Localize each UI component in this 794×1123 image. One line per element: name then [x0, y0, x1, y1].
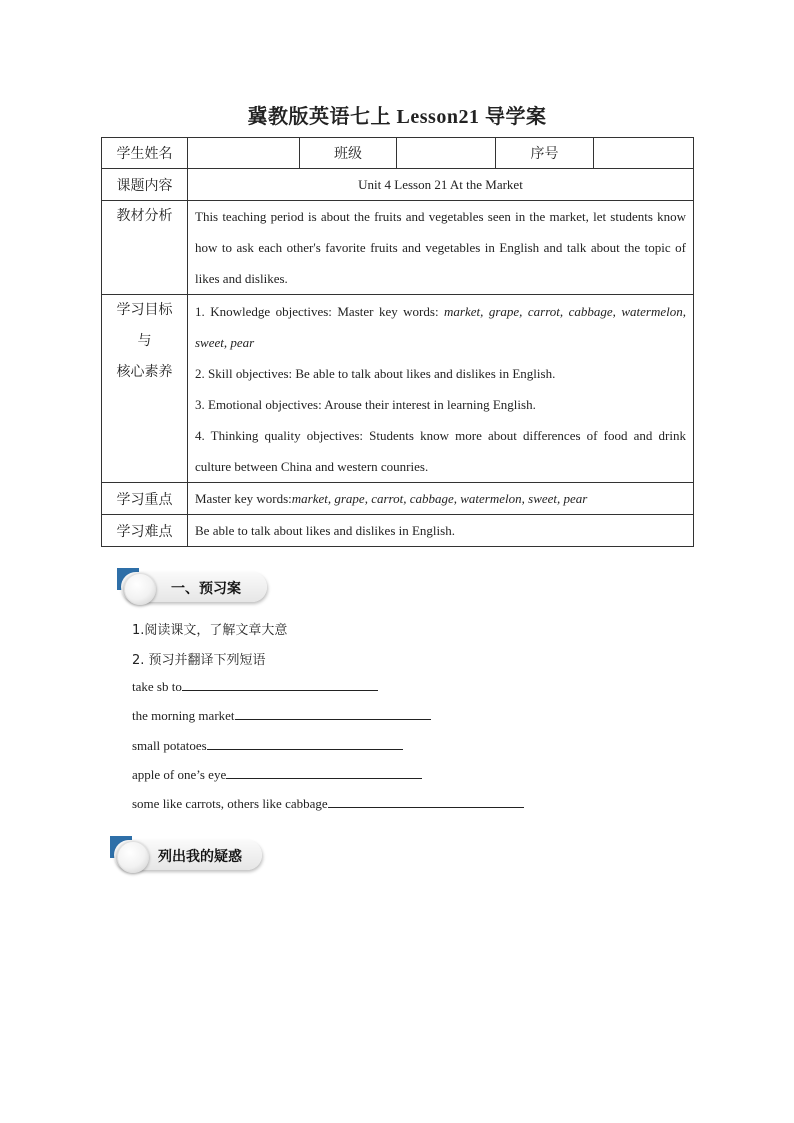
phrase-3: [132, 737, 403, 754]
analysis-label-cell: [102, 201, 188, 295]
seat-label: 序号: [496, 138, 594, 169]
topic-label: 课题内容: [102, 169, 188, 201]
section-circle-icon: [117, 841, 149, 873]
preview-line-1: 1.阅读课文，了解文章大意: [132, 623, 288, 638]
goal-1: [195, 296, 686, 358]
class-label: 班级: [300, 138, 397, 169]
preview-line-2: 2. 预习并翻译下列短语: [132, 653, 266, 668]
goals-label-cell: [102, 295, 188, 483]
analysis-text: This teaching period is about the fruits and vegetables seen in the market, let students know how to ask each other's favorite fruits and vegetables in English and talk about the topic of likes and dislikes.: [188, 201, 694, 295]
phrase-3-blank[interactable]: [207, 737, 403, 750]
section-circle-icon: [124, 573, 156, 605]
info-table: [101, 137, 694, 547]
goal-1-prefix: 1. Knowledge objectives: Master key words:: [195, 303, 439, 319]
phrase-5-text: some like carrots, others like cabbage: [132, 796, 328, 811]
difficulty-label: 学习难点: [102, 515, 188, 547]
goal-2: 2. Skill objectives: Be able to talk about likes and dislikes in English.: [195, 365, 556, 381]
seat-field[interactable]: [594, 138, 694, 169]
goal-1-words: market, grape, carrot, cabbage, watermelon, sweet, pear: [195, 303, 686, 350]
phrase-1-text: take sb to: [132, 679, 182, 694]
student-name-field[interactable]: [188, 138, 300, 169]
class-field[interactable]: [397, 138, 496, 169]
key-points-words: market, grape, carrot, cabbage, watermelon, sweet, pear: [291, 490, 588, 506]
topic-value: Unit 4 Lesson 21 At the Market: [188, 169, 694, 201]
phrase-4-blank[interactable]: [226, 766, 422, 779]
doubts-heading: 列出我的疑惑: [158, 849, 242, 865]
page-title: 冀教版英语七上 Lesson21 导学案: [247, 106, 547, 128]
student-name-label: 学生姓名: [102, 138, 188, 169]
difficulty-text: Be able to talk about likes and dislikes in English.: [188, 515, 694, 547]
key-points-prefix: Master key words:: [195, 490, 292, 506]
phrase-2: [132, 707, 431, 724]
key-points-label: 学习重点: [102, 483, 188, 515]
analysis-label: 教材分析: [116, 208, 173, 224]
goal-4: 4. Thinking quality objectives: Students know more about differences of food and drink culture between China and western counries.: [195, 427, 686, 474]
preview-heading: 一、预习案: [171, 581, 241, 597]
preview-section-header: [117, 568, 267, 608]
doubts-section-header: [110, 836, 262, 876]
phrase-5: [132, 795, 524, 812]
phrase-1-blank[interactable]: [182, 678, 378, 691]
goals-label-1: 学习目标: [116, 302, 173, 318]
goals-label-2: 与: [137, 333, 152, 349]
phrase-2-text: the morning market: [132, 708, 235, 723]
phrase-3-text: small potatoes: [132, 738, 207, 753]
phrase-4-text: apple of one’s eye: [132, 767, 227, 782]
goal-3: 3. Emotional objectives: Arouse their interest in learning English.: [195, 396, 536, 412]
goals-label-3: 核心素养: [116, 364, 173, 380]
phrase-1: [132, 678, 378, 695]
goals-content: [188, 295, 694, 483]
phrase-5-blank[interactable]: [328, 795, 524, 808]
phrase-2-blank[interactable]: [235, 707, 431, 720]
phrase-4: [132, 766, 422, 783]
key-points-content: [188, 483, 694, 515]
